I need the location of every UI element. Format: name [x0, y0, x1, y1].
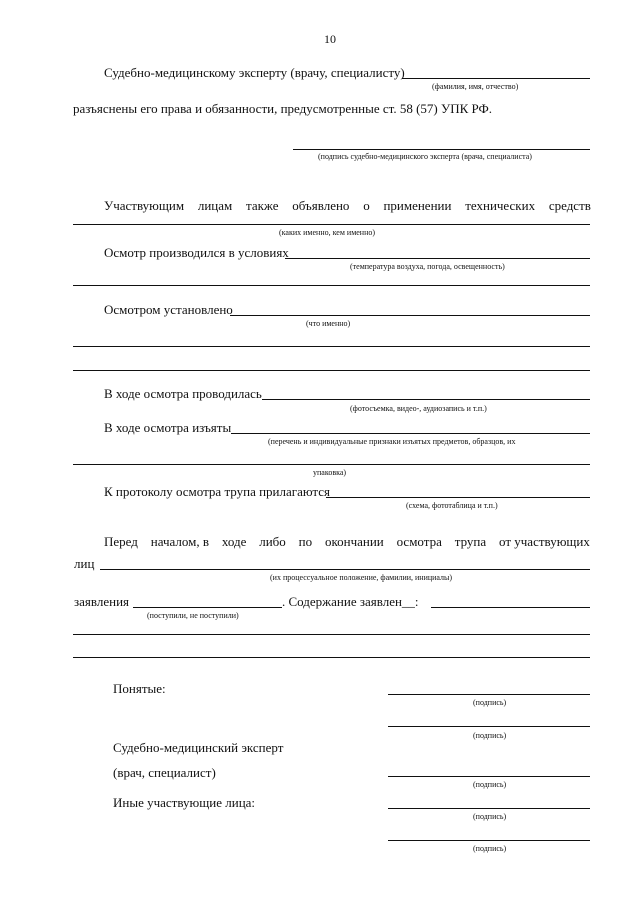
technical-means-word: Участвующим [104, 198, 185, 213]
statements-label: заявления [74, 594, 130, 609]
statements-content-label: . Содержание заявлен__: [282, 594, 419, 609]
technical-means-word: объявлено [292, 198, 350, 213]
other-2-signature-hint: (подпись) [473, 844, 507, 853]
statements-word: трупа [454, 534, 487, 549]
technical-means-text [104, 198, 591, 213]
statements-content-field[interactable] [431, 607, 590, 608]
expert-signature-hint: (подпись судебно-медицинского эксперта (врача, специалиста) [318, 152, 532, 161]
statements-word: либо [259, 534, 286, 549]
findings-label: Осмотром установлено [104, 302, 233, 317]
findings-field-line2[interactable] [73, 346, 590, 347]
statements-content-field-line2[interactable] [73, 634, 590, 635]
other-1-signature-field[interactable] [388, 808, 590, 809]
technical-means-word: технических [465, 198, 536, 213]
expert-name-hint: (фамилия, имя, отчество) [432, 82, 519, 91]
witness-2-signature-hint: (подпись) [473, 731, 507, 740]
statements-word: осмотра [396, 534, 442, 549]
technical-means-word: средств [548, 198, 591, 213]
expert-signature-label-line1: Судебно-медицинский эксперт [113, 740, 284, 755]
statements-word: Перед [104, 534, 138, 549]
statements-intro-text [104, 534, 590, 549]
technical-means-field[interactable] [73, 224, 590, 225]
rights-explained-text: разъяснены его права и обязанности, предусмотренные ст. 58 (57) УПК РФ. [73, 101, 493, 116]
seized-hint: (перечень и индивидуальные признаки изъятых предметов, образцов, их [268, 437, 516, 446]
technical-means-word: также [245, 198, 279, 213]
persons-field[interactable] [100, 569, 590, 570]
expert-signature-label-line2: (врач, специалист) [113, 765, 216, 780]
statements-word: от участвующих [499, 534, 590, 549]
statements-content-field-line3[interactable] [73, 657, 590, 658]
expert-final-signature-field[interactable] [388, 776, 590, 777]
conditions-label: Осмотр производился в условиях [104, 245, 289, 260]
conducted-label: В ходе осмотра проводилась [104, 386, 262, 401]
technical-means-hint: (каких именно, кем именно) [279, 228, 376, 237]
other-1-signature-hint: (подпись) [473, 812, 507, 821]
findings-field[interactable] [230, 315, 590, 316]
attachments-hint: (схема, фототаблица и т.п.) [406, 501, 498, 510]
statements-word: началом, в [150, 534, 209, 549]
others-label: Иные участвующие лица: [113, 795, 256, 810]
technical-means-word: лицам [197, 198, 233, 213]
statements-status-hint: (поступили, не поступили) [147, 611, 239, 620]
other-2-signature-field[interactable] [388, 840, 590, 841]
seized-field[interactable] [231, 433, 590, 434]
expert-name-field[interactable] [402, 78, 590, 79]
conditions-field[interactable] [285, 258, 590, 259]
expert-signature-field[interactable] [293, 149, 590, 150]
conducted-hint: (фотосъемка, видео-, аудиозапись и т.п.) [350, 404, 487, 413]
seized-field-continued[interactable] [73, 464, 590, 465]
seized-label: В ходе осмотра изъяты [104, 420, 232, 435]
attachments-field[interactable] [326, 497, 590, 498]
seized-hint-continued: упаковка) [313, 468, 347, 477]
witness-2-signature-field[interactable] [388, 726, 590, 727]
findings-field-line3[interactable] [73, 370, 590, 371]
statements-word: по [298, 534, 313, 549]
statements-word: ходе [221, 534, 247, 549]
expert-label: Судебно-медицинскому эксперту (врачу, специалисту) [104, 65, 405, 80]
expert-final-signature-hint: (подпись) [473, 780, 507, 789]
attachments-label: К протоколу осмотра трупа прилагаются [104, 484, 330, 499]
technical-means-word: применении [383, 198, 452, 213]
witness-1-signature-field[interactable] [388, 694, 590, 695]
findings-hint: (что именно) [306, 319, 351, 328]
conditions-hint: (температура воздуха, погода, освещенность) [350, 262, 505, 271]
witnesses-label: Понятые: [113, 681, 166, 696]
statements-word: окончании [324, 534, 384, 549]
conditions-field-continued[interactable] [73, 285, 590, 286]
witness-1-signature-hint: (подпись) [473, 698, 507, 707]
conducted-field[interactable] [262, 399, 590, 400]
statements-status-field[interactable] [133, 607, 282, 608]
persons-hint: (их процессуальное положение, фамилии, инициалы) [270, 573, 453, 582]
persons-label: лиц [74, 556, 95, 571]
technical-means-word: о [363, 198, 370, 213]
page-number: 10 [324, 32, 336, 46]
